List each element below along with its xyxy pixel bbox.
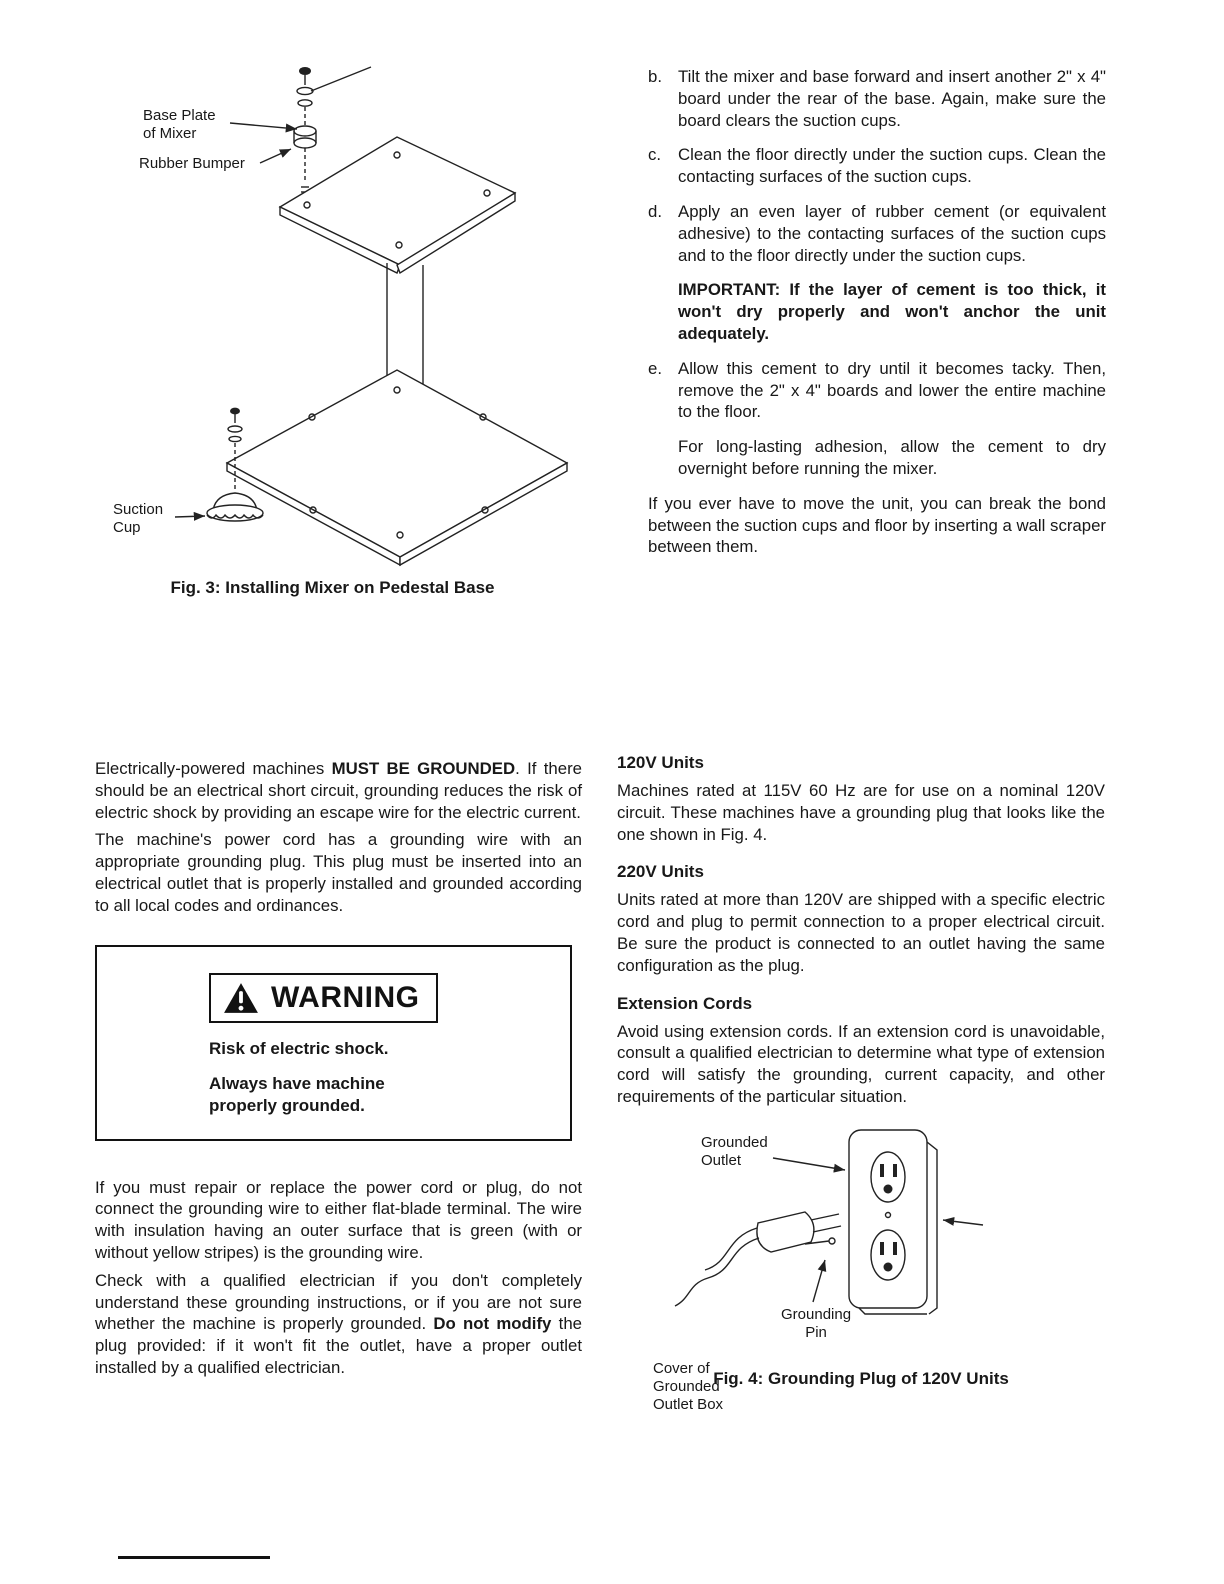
- warning-line-2b: properly grounded.: [209, 1095, 365, 1115]
- warning-line-2a: Always have machine: [209, 1073, 385, 1093]
- grounding-paragraph-1: [95, 758, 582, 823]
- step-e: [648, 358, 1106, 423]
- grounding-p1-c: . If there should be an electrical short circuit, grounding reduces the risk of electric shock by providing an escape wire for the electric current.: [95, 759, 582, 822]
- fig4-label-cover-line1: Cover of: [653, 1359, 710, 1377]
- fig4-caption: Fig. 4: Grounding Plug of 120V Units: [713, 1368, 1009, 1388]
- step-d-text: Apply an even layer of rubber cement (or equivalent adhesive) to the contacting surfaces of the suction cups and to the floor directly under the suction cups.: [678, 201, 1106, 265]
- fig4-label-cover-line2: Grounded: [653, 1377, 720, 1395]
- fig4-label-grounding-pin-line1: Grounding: [781, 1305, 852, 1323]
- fig3-label-suction-line1: Suction: [113, 501, 164, 518]
- heading-extension-cords: Extension Cords: [617, 993, 753, 1013]
- step-e-marker: e.: [648, 358, 662, 378]
- step-b-text: Tilt the mixer and base forward and insert another 2" x 4" board under the rear of the base. Again, make sure the board clears the suction cups.: [678, 67, 1106, 130]
- fig4-label-grounding-pin-line2: Pin: [805, 1323, 827, 1341]
- warning-header: [209, 973, 438, 1023]
- grounding-paragraph-2: The machine's power cord has a grounding wire with an appropriate grounding plug. This plug must be inserted into an electrical outlet that is properly installed and grounded according to all local codes and ordinances.: [95, 830, 582, 915]
- figure-3-pedestal-drawing: [75, 55, 575, 600]
- step-b-marker: b.: [648, 67, 662, 86]
- fig4-label-grounded-outlet-line2: Outlet: [701, 1151, 742, 1169]
- fig3-label-suction-line2: Cup: [113, 519, 141, 536]
- move-unit-paragraph: If you ever have to move the unit, you can break the bond between the suction cups and floor by inserting a wall scraper between them.: [648, 493, 1107, 557]
- fig4-label-cover: [653, 1360, 723, 1414]
- step-c-marker: c.: [648, 145, 662, 165]
- grounding-p1-bold: MUST BE GROUNDED: [331, 759, 516, 778]
- grounding-p4-c: the plug provided: if it won't fit the outlet, have a proper outlet installed by a qualified electrician.: [95, 1314, 582, 1377]
- grounding-paragraph-4: [95, 1270, 582, 1379]
- paragraph-220v: Units rated at more than 120V are shipped with a specific electric cord and plug to permit connection to a proper electrical circuit. Be sure the product is connected to an outlet having the same configuration as the plug.: [617, 890, 1105, 975]
- step-c-text: Clean the floor directly under the suction cups. Clean the contacting surfaces of the suction cups.: [678, 145, 1106, 187]
- fig3-label-base-plate-line2: of Mixer: [143, 125, 197, 142]
- warning-line-2: [209, 1073, 560, 1117]
- fig3-label-base-plate-line1: Base Plate: [143, 107, 216, 124]
- fig4-label-grounded-outlet-line1: Grounded: [701, 1133, 768, 1151]
- warning-title: WARNING: [271, 980, 420, 1014]
- step-b: [648, 66, 1106, 131]
- fig3-caption: Fig. 3: Installing Mixer on Pedestal Base: [170, 578, 495, 597]
- grounding-p4-bold: Do not modify: [433, 1314, 552, 1334]
- step-e-text: Allow this cement to dry until it becomes tacky. Then, remove the 2" x 4" boards and lower the entire machine to the floor.: [678, 358, 1106, 422]
- warning-triangle-icon: [223, 982, 259, 1014]
- grounding-column: [95, 758, 582, 1379]
- footer-rule: [118, 1556, 270, 1559]
- step-c: [648, 144, 1106, 188]
- installation-steps-column: [648, 66, 1106, 558]
- step-d: [648, 201, 1106, 266]
- fig3-label-rubber-bumper: [139, 155, 245, 173]
- fig4-label-grounded-outlet: [701, 1134, 768, 1170]
- paragraph-120v: Machines rated at 115V 60 Hz are for use on a nominal 120V circuit. These machines have a grounding plug that looks like the one shown in Fig. 4.: [617, 781, 1105, 844]
- grounding-p4-a: Check with a qualified electrician if you don't completely understand these grounding instructions, or if you are not sure whether the machine is properly grounded.: [95, 1270, 582, 1334]
- step-d-marker: d.: [648, 201, 662, 221]
- fig3-label-rubber-bumper-text: Rubber Bumper: [139, 155, 245, 172]
- fig3-label-suction-cup: [113, 501, 163, 537]
- fig3-label-base-plate: [143, 107, 216, 143]
- heading-220v: 220V Units: [617, 862, 704, 882]
- paragraph-extension-cords: Avoid using extension cords. If an extension cord is unavoidable, consult a qualified electrician to determine what type of extension cord will satisfy the grounding, current capacity, and other requirements of the particular situation.: [617, 1021, 1105, 1106]
- fig4-label-grounding-pin: [781, 1306, 851, 1342]
- warning-box: [95, 945, 572, 1141]
- adhesion-paragraph: For long-lasting adhesion, allow the cement to dry overnight before running the mixer.: [678, 437, 1106, 478]
- heading-120v: 120V Units: [617, 753, 704, 772]
- units-column: [617, 752, 1105, 1413]
- grounding-paragraph-3: If you must repair or replace the power cord or plug, do not connect the grounding wire to either flat-blade terminal. The wire with insulation having an outer surface that is green (with or without yellow stripes) is the grounding wire.: [95, 1177, 582, 1262]
- fig4-label-cover-line3: Outlet Box: [653, 1395, 724, 1413]
- warning-line-1: Risk of electric shock.: [209, 1038, 389, 1058]
- grounding-p1-a: Electrically-powered machines: [95, 759, 332, 778]
- important-note: IMPORTANT: If the layer of cement is too thick, it won't dry properly and won't anchor the unit adequately.: [678, 280, 1106, 343]
